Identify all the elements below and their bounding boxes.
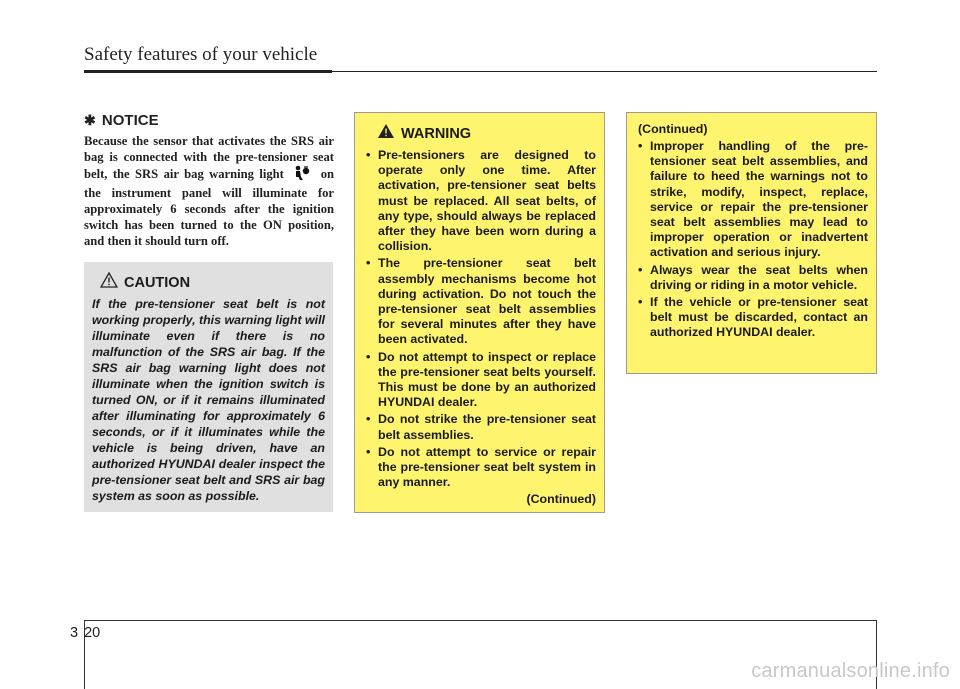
warning-item: • If the vehicle or pre-tensioner seat belt must be discarded, contact an authorized HYUNDAI dealer. [638,295,868,341]
warning-title: WARNING [401,125,472,142]
notice-body-part1: Because the sensor that activates the SRS air bag is connected with the pre-tensioner seat belt, the SRS air bag warning light [84,134,334,181]
warning-continued-label: (Continued) [526,492,596,507]
warning-item: • The pre-tensioner seat belt assembly mechanisms become hot during activation. Do not touch the pre-tensioner seat belt assemblies for several minutes after they have been activated. [366,256,596,347]
caution-box [84,262,333,512]
warning-triangle-icon [377,123,395,144]
warning-item: • Improper handling of the pre-tensioner seat belt assemblies, and failure to heed the warnings not to strike, modify, inspect, replace, service or repair the pre-tensioner seat belt assemblies may lead to improper operation or inadvertent activation and serious injury. [638,139,868,261]
warning-continued-box [626,112,877,374]
warning-list [363,148,596,490]
caution-body: If the pre-tensioner seat belt is not working properly, this warning light will illuminate even if there is no malfunction of the SRS air bag. If the SRS air bag warning light does not illuminate when the ignition switch is turned ON, or if it remains illuminated after illuminating for approximately 6 seconds, or if it illuminates while the vehicle is being driven, have an authorized HYUNDAI dealer inspect the pre-tensioner seat belt and SRS air bag system as soon as possible. [92,297,325,503]
warning-item: • Do not strike the pre-tensioner seat belt assemblies. [366,412,596,442]
header-rule-thick [84,70,332,73]
caution-triangle-icon [100,272,118,293]
notice-body [84,133,334,249]
notice-title: NOTICE [101,112,159,129]
header-rule-thin [332,71,877,72]
page-number-value: 20 [84,625,101,641]
warning-heading [377,123,596,144]
warning-item: • Pre-tensioners are designed to operate only one time. After activation, pre-tensioner seat belts must be replaced. All seat belts, of any type, should always be replaced after they have been worn during a collision. [366,148,596,254]
warning-box [354,112,605,513]
warning-item: • Always wear the seat belts when driving or riding in a motor vehicle. [638,263,868,293]
notice-body-part2: on the instrument panel will illuminate for approximately 6 seconds after the ignition switch has been turned to the ON position, and then it should turn off. [84,166,334,248]
page-header-title: Safety features of your vehicle [84,44,318,65]
warning-item: • Do not attempt to inspect or replace the pre-tensioner seat belts yourself. This must be done by an authorized HYUNDAI dealer. [366,350,596,411]
watermark: carmanualsonline.info [751,660,950,682]
notice-heading [84,112,334,129]
caution-heading [100,272,325,293]
airbag-warning-icon [293,165,311,185]
page-number [70,625,130,641]
chapter-number: 3 [70,625,79,641]
continued-label: (Continued) [638,122,708,136]
caution-title: CAUTION [124,274,191,291]
warning-item: • Do not attempt to service or repair the pre-tensioner seat belt system in any manner. [366,445,596,491]
notice-section [84,112,334,249]
footer-rule [84,620,877,621]
star-icon: ✱ [84,112,96,128]
continued-list [635,139,868,341]
